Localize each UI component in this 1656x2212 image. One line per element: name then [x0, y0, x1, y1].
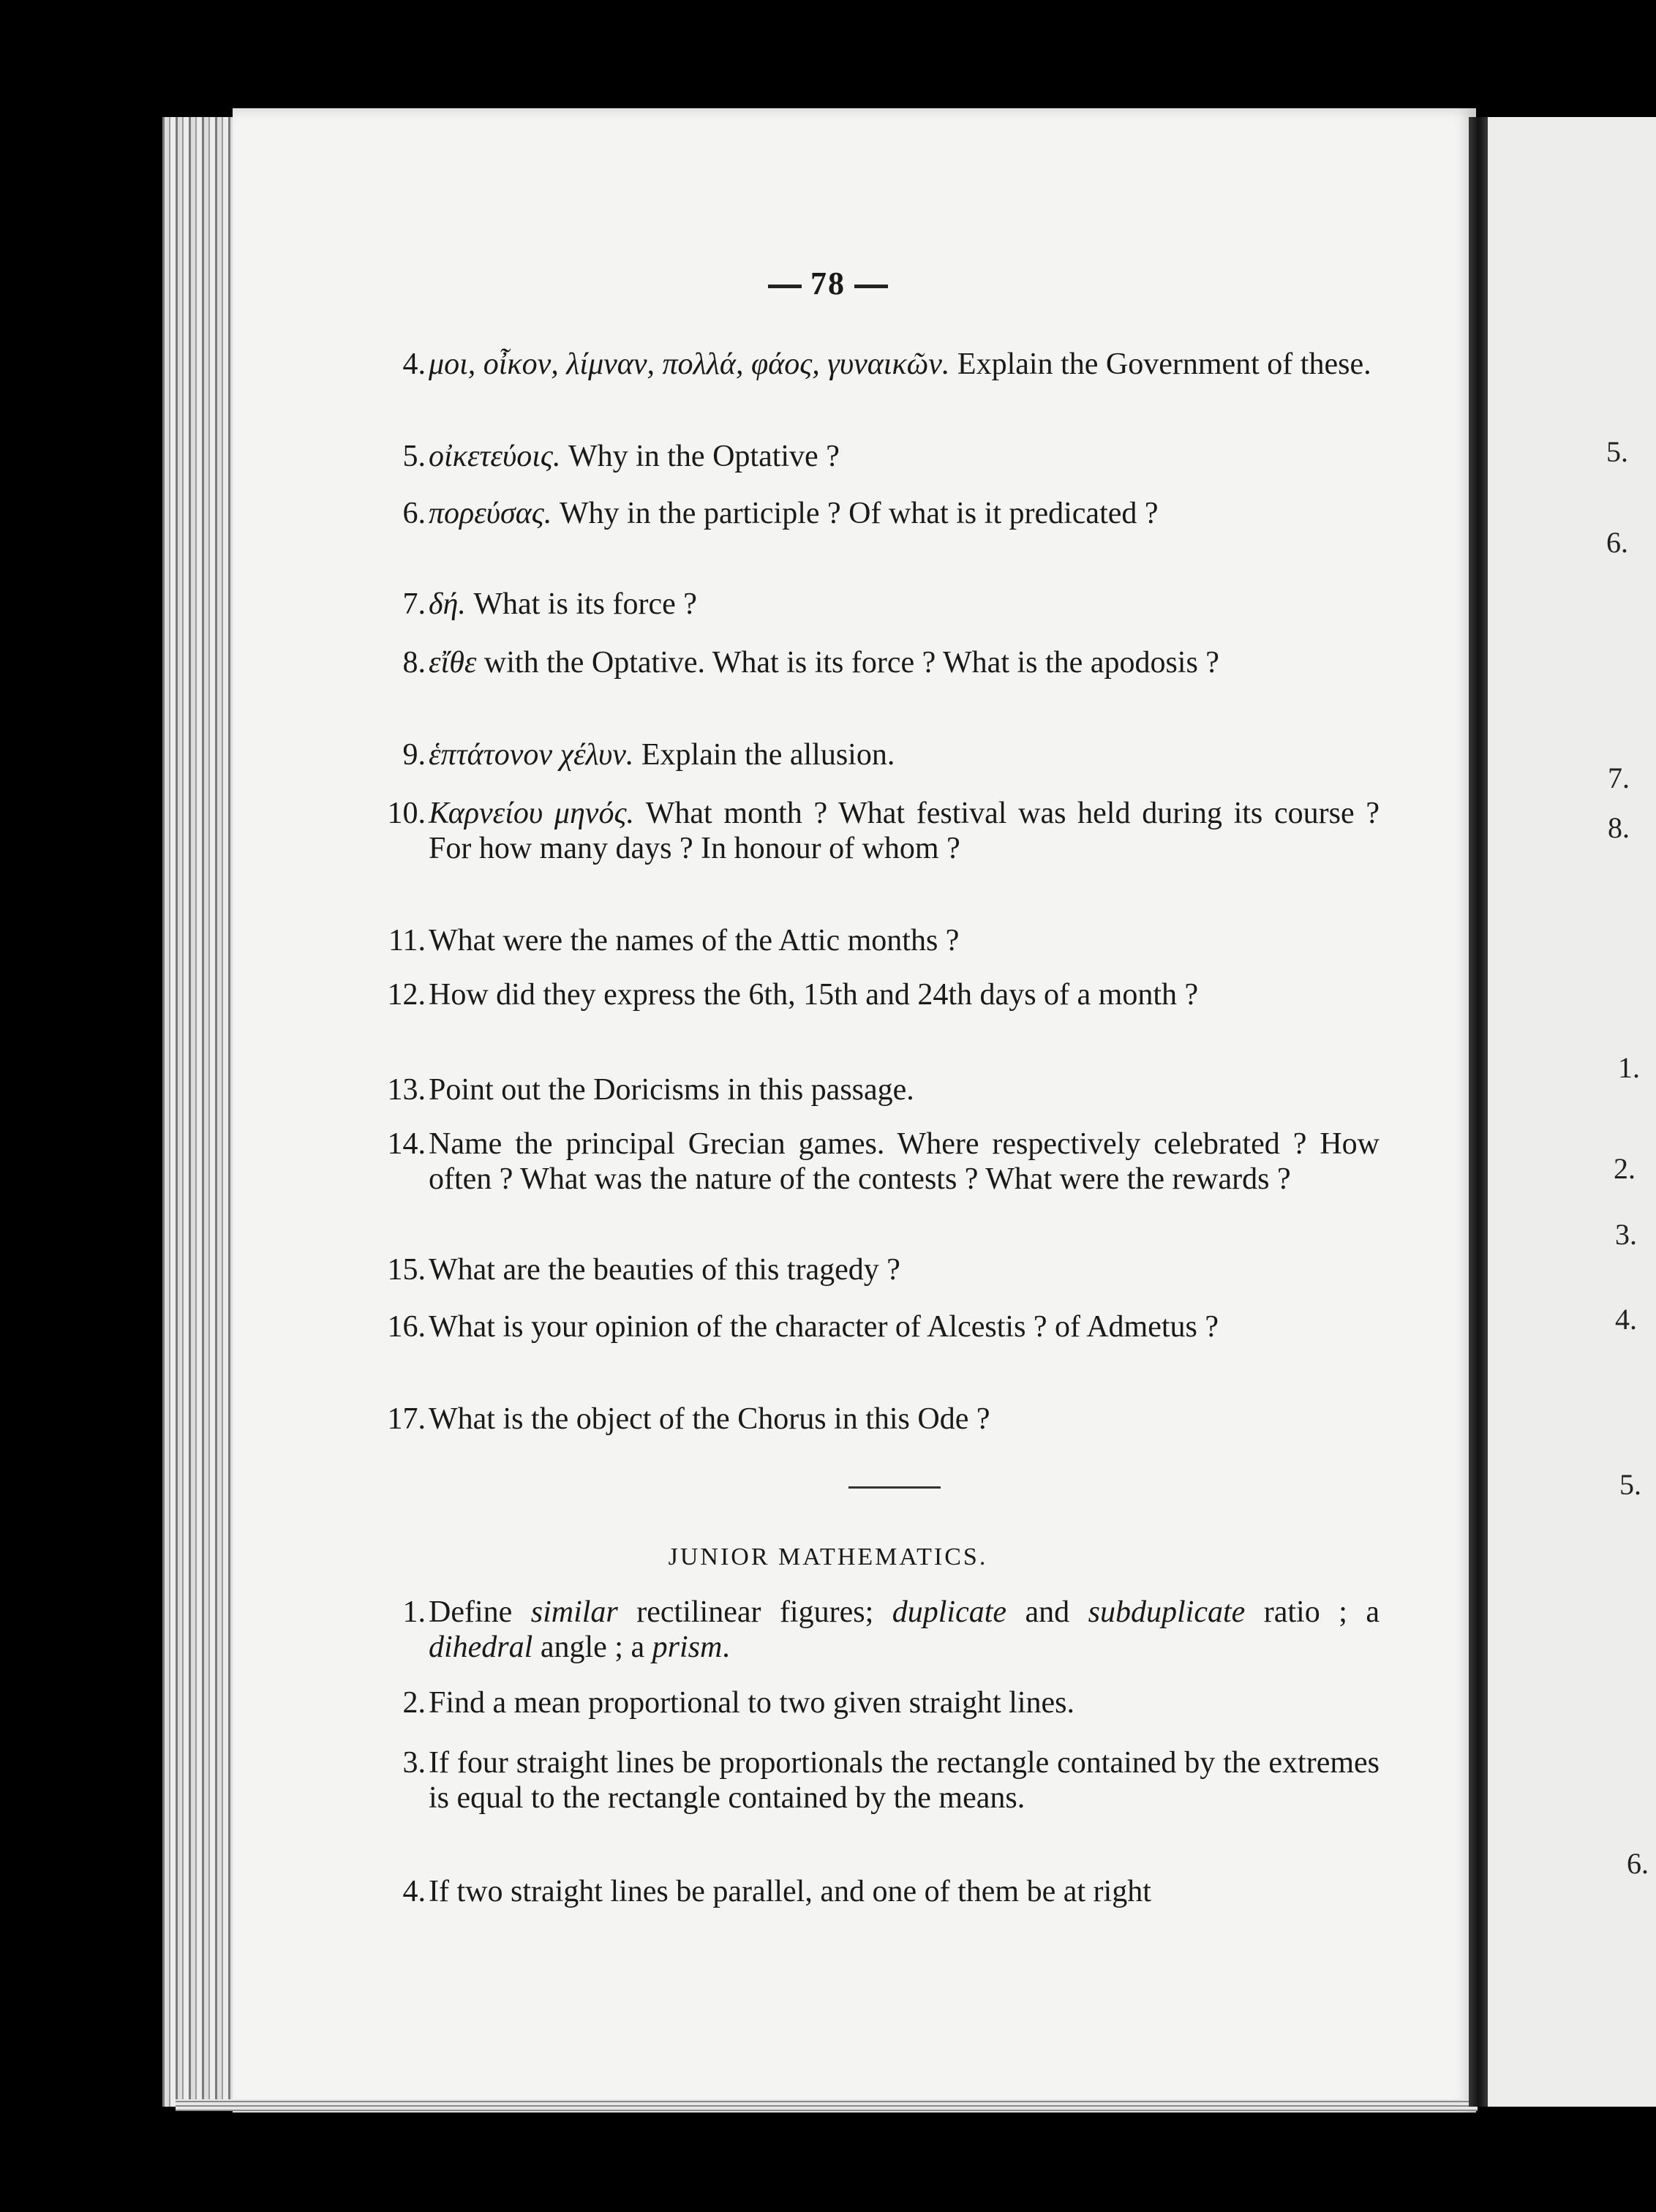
greek-text: Καρνείου μηνός. — [429, 797, 634, 830]
question-item — [387, 796, 1380, 866]
question-number: 1. — [402, 1595, 426, 1629]
question-text: What is its force ? — [465, 587, 697, 621]
question-item — [387, 1072, 1380, 1107]
page-number: 78 — [810, 266, 846, 301]
question-text: If two straight lines be parallel, and one of them be at right — [429, 1875, 1151, 1908]
math-question-item — [402, 1685, 1380, 1720]
question-number: 4. — [402, 347, 426, 381]
question-item — [388, 923, 1380, 958]
greek-text: δή. — [429, 587, 466, 621]
question-text: What are the beauties of this tragedy ? — [429, 1253, 900, 1287]
question-item — [402, 645, 1380, 680]
question-text: Why in the Optative ? — [560, 440, 840, 473]
facing-page-number: 5. — [1619, 1468, 1641, 1501]
question-text: Explain the allusion. — [633, 738, 895, 772]
section-divider — [848, 1486, 941, 1489]
question-number: 3. — [402, 1746, 426, 1780]
question-text: What is the object of the Chorus in this Ode ? — [429, 1402, 990, 1436]
greek-text: ἑπτάτονον χέλυν. — [429, 738, 634, 772]
question-item — [387, 1309, 1380, 1344]
question-number: 4. — [402, 1875, 426, 1908]
facing-page-number: 6. — [1627, 1847, 1649, 1880]
question-item — [402, 737, 1380, 772]
question-number: 17. — [387, 1402, 426, 1436]
question-number: 6. — [402, 497, 426, 530]
question-text: Why in the participle ? Of what is it predicated ? — [552, 497, 1159, 530]
question-number: 2. — [402, 1686, 426, 1720]
facing-page-number: 5. — [1606, 435, 1628, 468]
question-text: Find a mean proportional to two given straight lines. — [429, 1686, 1075, 1720]
question-number: 12. — [387, 978, 426, 1012]
question-item — [402, 496, 1380, 531]
question-text: with the Optative. What is its force ? What is the apodosis ? — [476, 646, 1219, 680]
question-number: 8. — [402, 646, 426, 680]
question-item — [402, 587, 1380, 622]
question-item — [387, 1252, 1380, 1287]
question-text: Point out the Doricisms in this passage. — [429, 1073, 914, 1107]
facing-page-number: 1. — [1618, 1051, 1640, 1084]
greek-text: εἴθε — [429, 646, 477, 680]
greek-text: πορεύσας. — [429, 497, 552, 530]
math-question-item — [402, 1745, 1380, 1816]
question-number: 10. — [387, 797, 426, 830]
page-stack-bottom — [176, 2099, 1478, 2111]
question-text: How did they express the 6th, 15th and 24th days of a month ? — [429, 978, 1199, 1012]
section-title: JUNIOR MATHEMATICS. — [668, 1543, 988, 1570]
question-item — [402, 347, 1380, 382]
question-item — [402, 439, 1380, 474]
math-question-item: 1. Define similar rectilinear figures; duplicate and subduplicate ratio ; a dihedral angle ; a prism. — [429, 1595, 1380, 1665]
question-number: 7. — [402, 587, 426, 621]
book-gutter — [1469, 117, 1488, 2107]
facing-page-number: 2. — [1614, 1152, 1636, 1185]
question-number: 11. — [388, 924, 426, 958]
page-stack-edge — [162, 117, 236, 2107]
greek-text: οἰκετεύοις. — [429, 440, 561, 473]
question-number: 13. — [387, 1073, 426, 1107]
question-number: 16. — [387, 1310, 426, 1344]
question-number: 9. — [402, 738, 426, 772]
facing-page-number: 6. — [1606, 526, 1628, 559]
question-text: What were the names of the Attic months ? — [429, 924, 960, 958]
question-number: 5. — [402, 440, 426, 473]
question-text: If four straight lines be proportionals the rectangle contained by the extremes is equal to the rectangle contained by the means. — [429, 1746, 1380, 1815]
facing-page-number: 4. — [1615, 1303, 1637, 1336]
facing-page-number: 7. — [1608, 761, 1630, 794]
page-number-header — [0, 265, 1656, 302]
question-text: Name the principal Grecian games. Where respectively celebrated ? How often ? What was the nature of the contests ? What were the rewards ? — [429, 1127, 1380, 1196]
facing-page — [1488, 117, 1656, 2107]
question-item — [387, 1402, 1380, 1437]
facing-page-number: 3. — [1615, 1218, 1637, 1251]
question-number: 15. — [387, 1253, 426, 1287]
question-text: Explain the Government of these. — [949, 347, 1371, 381]
facing-page-number: 8. — [1608, 811, 1630, 844]
question-text: What is your opinion of the character of Alcestis ? of Admetus ? — [429, 1310, 1219, 1344]
question-item — [387, 1126, 1380, 1197]
math-question-item — [402, 1874, 1380, 1909]
question-text: What month ? What festival was held during its course ? For how many days ? In honour of whom ? — [429, 797, 1380, 865]
question-item — [387, 977, 1380, 1012]
question-number: 14. — [387, 1127, 426, 1161]
greek-text: μοι, οἶκον, λίμναν, πολλά, φάος, γυναικῶν. — [429, 347, 950, 381]
